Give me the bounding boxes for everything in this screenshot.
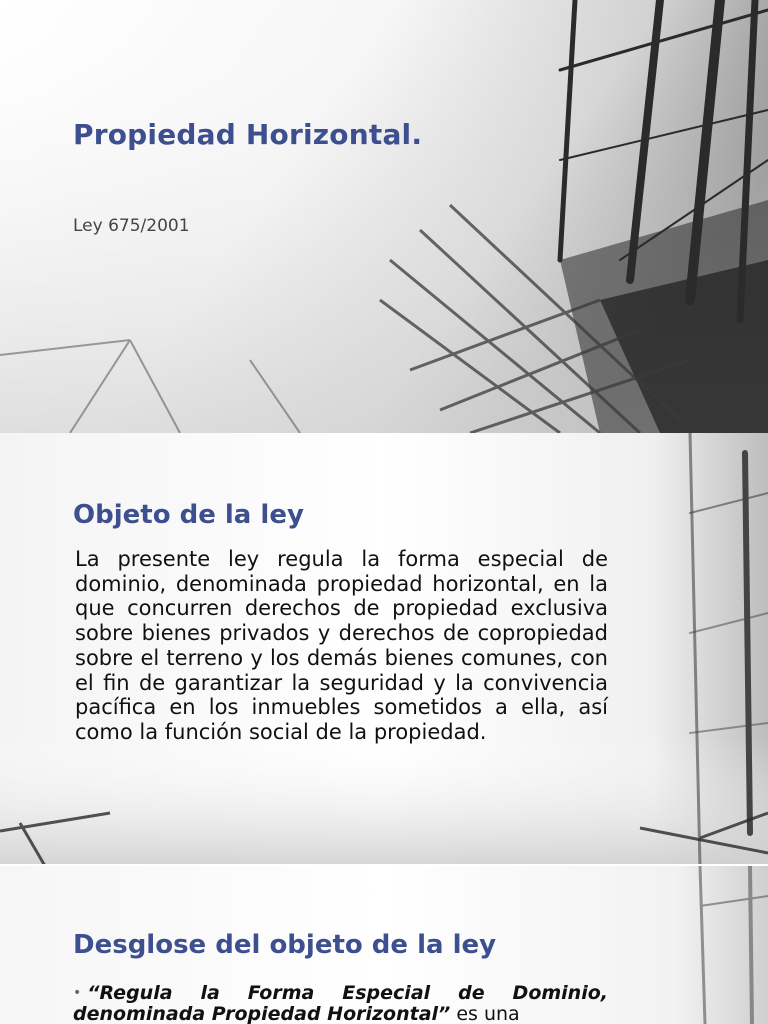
bullet-marker: • <box>73 985 82 1001</box>
bullet-text: es una <box>450 1003 520 1024</box>
objeto-body-paragraph: La presente ley regula la forma especial de dominio, denominada propiedad horizontal, en la que concurren derechos de propiedad exclusiva sobre bienes privados y derechos de copropiedad sobre el terreno y los demás bienes comunes, con el fin de garantizar la seguridad y la convivencia pacífica en los inmuebles sometidos a ella, así como la función social de la propiedad. <box>75 547 608 744</box>
bullet-item <box>73 983 608 1024</box>
slide-desglose <box>0 866 768 1024</box>
slide-title-heading: Propiedad Horizontal. <box>73 118 423 151</box>
slide-subtitle: Ley 675/2001 <box>73 216 190 236</box>
bullet-quote: “Regula la Forma Especial de Dominio, denominada Propiedad Horizontal” <box>73 982 608 1024</box>
slide-title <box>0 0 768 433</box>
slide-heading-objeto: Objeto de la ley <box>73 500 304 530</box>
slide-heading-desglose: Desglose del objeto de la ley <box>73 930 497 960</box>
slide-objeto <box>0 433 768 866</box>
